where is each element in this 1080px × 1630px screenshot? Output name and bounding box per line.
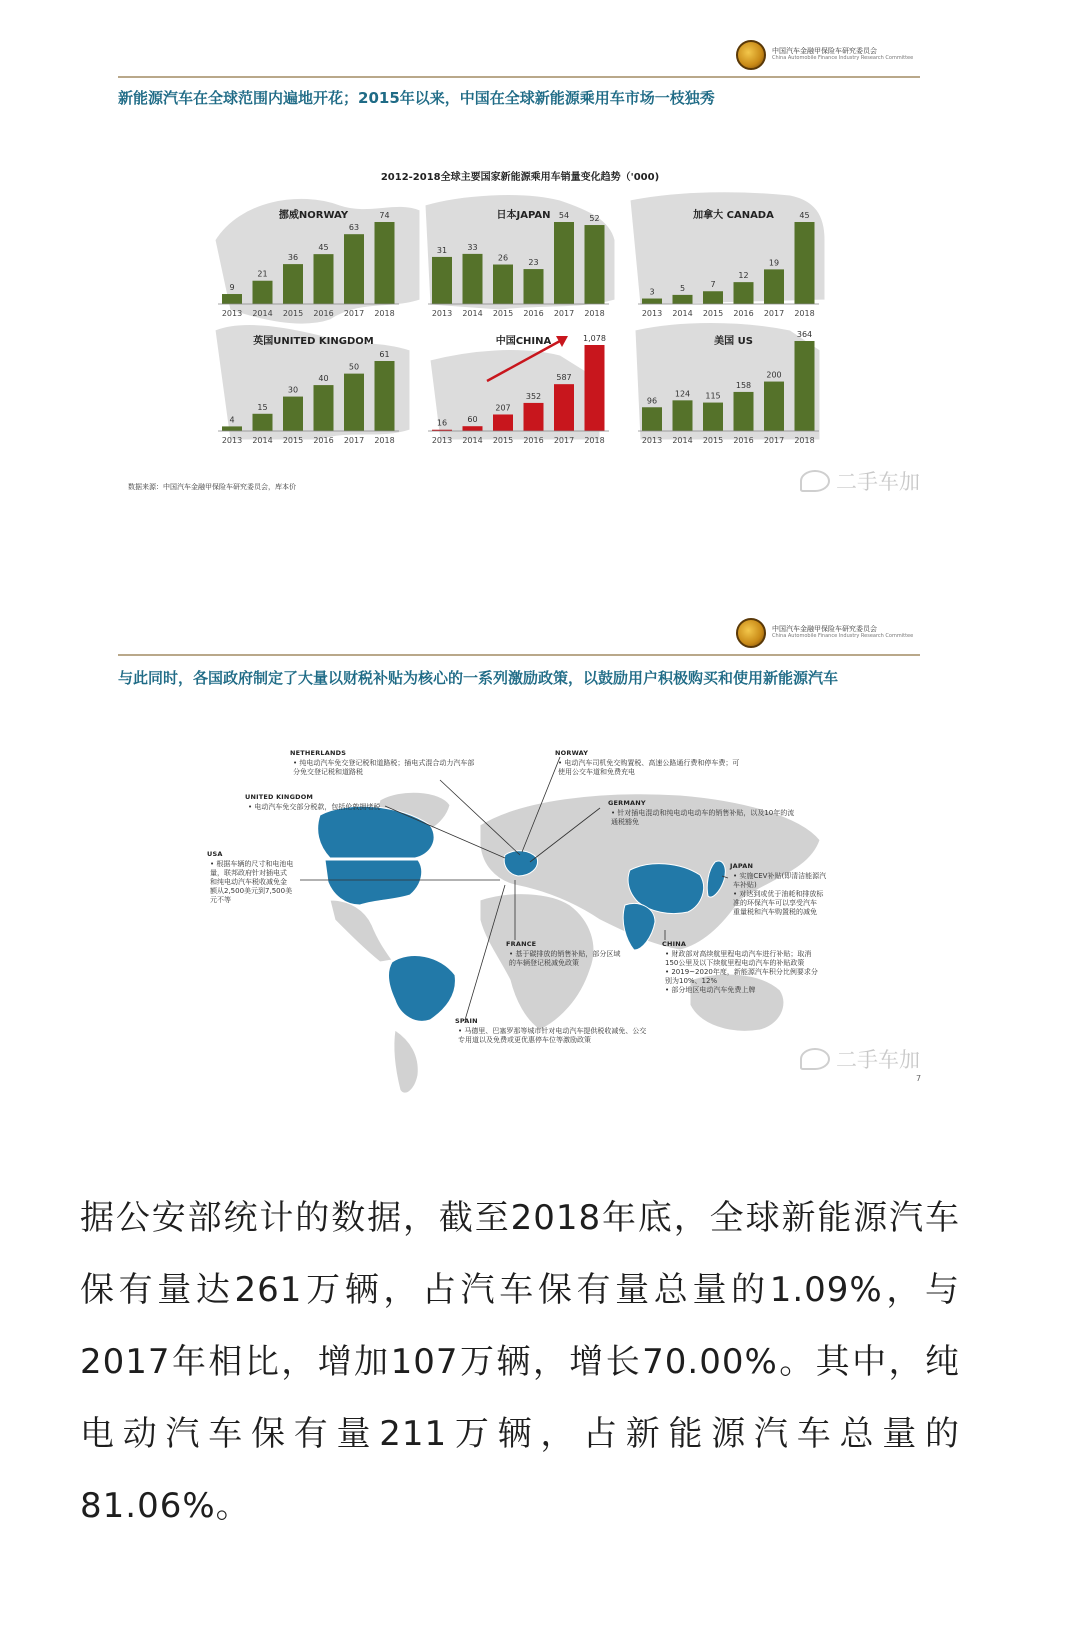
page-number: 7: [916, 1074, 922, 1083]
bar: [222, 294, 242, 304]
x-tick-label: 2016: [313, 436, 334, 445]
slide-ev-sales: [0, 0, 1080, 560]
panel-title: 英国UNITED KINGDOM: [253, 336, 374, 347]
bar-value-label: 1,078: [583, 334, 606, 343]
bar-value-label: 60: [467, 415, 478, 425]
bar: [375, 222, 395, 304]
callout-netherlands-title: NETHERLANDS: [290, 749, 347, 757]
callout-line: 的车辆登记税减免政策: [509, 959, 579, 967]
bar: [554, 222, 574, 304]
callout-line: 准的环保汽车可以享受汽车: [733, 899, 817, 907]
callout-line: 和纯电动汽车税收减免金: [210, 878, 287, 886]
callout-germany-title: GERMANY: [608, 799, 646, 807]
callout-china-title: CHINA: [662, 940, 687, 948]
bar: [493, 414, 513, 431]
callout-line: 元不等: [210, 896, 231, 904]
x-tick-label: 2017: [343, 436, 365, 445]
bar: [764, 382, 784, 431]
x-tick-label: 2016: [523, 436, 544, 445]
bar: [344, 374, 364, 431]
x-tick-label: 2013: [641, 436, 663, 445]
bar: [673, 400, 693, 431]
bar: [734, 282, 754, 304]
slide1-headline: 新能源汽车在全球范围内遍地开花；2015年以来，中国在全球新能源乘用车市场一枝独秀: [118, 89, 715, 107]
bar: [432, 257, 452, 304]
panel-title: 加拿大 CANADA: [693, 210, 774, 221]
x-tick-label: 2018: [794, 436, 815, 445]
x-tick-label: 2017: [553, 436, 575, 445]
bar: [463, 254, 483, 304]
bar-value-label: 36: [287, 253, 299, 263]
panel-title: 中国CHINA: [495, 336, 552, 347]
x-tick-label: 2016: [733, 436, 754, 445]
callout-line: • 财政部对高续航里程电动汽车进行补贴；取消: [665, 950, 812, 958]
callout-line: • 2019~2020年度，新能源汽车积分比例要求分: [665, 968, 818, 976]
x-tick-label: 2018: [584, 309, 605, 318]
callout-norway-title: NORWAY: [555, 749, 589, 757]
callout-line: • 电动汽车司机免交购置税、高速公路通行费和停车费；可: [558, 759, 740, 767]
callout-usa-title: USA: [207, 850, 223, 858]
callout-france-body: [509, 950, 620, 968]
bar-value-label: 16: [436, 418, 448, 428]
x-tick-label: 2015: [282, 436, 304, 445]
callout-uk-title: UNITED KINGDOM: [245, 793, 314, 801]
callout-japan-body: [733, 872, 826, 917]
x-tick-label: 2017: [553, 309, 575, 318]
article-paragraph: 据公安部统计的数据，截至2018年底，全球新能源汽车保有量达261万辆，占汽车保有量总量的1.09%，与2017年相比，增加107万辆，增长70.00%。其中，纯电动汽车保有量211万辆，占新能源汽车总量的81.06%。: [80, 1198, 960, 1526]
bar-value-label: 9: [229, 283, 235, 293]
bar-value-label: 19: [768, 258, 780, 268]
bar: [642, 407, 662, 431]
watermark-text: 二手车加: [836, 1048, 920, 1072]
data-source-note: 数据来源：中国汽车金融甲保险车研究委员会，库本价: [128, 483, 296, 491]
callout-china-body: [665, 950, 818, 995]
callout-line: 专用道以及免费或更优惠停车位等激励政策: [458, 1036, 591, 1044]
bar-value-label: 124: [674, 389, 691, 399]
panel-title: 挪威NORWAY: [278, 210, 349, 221]
bar: [795, 222, 815, 304]
logo-en-text: China Automobile Finance Industry Research Committee: [772, 633, 914, 640]
bar-value-label: 74: [379, 211, 390, 220]
callout-line: • 纯电动汽车免交登记税和道路税；插电式混合动力汽车部: [293, 759, 475, 767]
bar-value-label: 40: [318, 374, 329, 384]
callout-line: 使用公交车道和免费充电: [558, 768, 635, 776]
bar-value-label: 23: [528, 258, 539, 268]
bar-value-label: 52: [589, 214, 600, 224]
logo-cn-text: 中国汽车金融甲保险车研究委员会: [772, 625, 877, 634]
bar: [524, 269, 544, 304]
x-tick-label: 2016: [733, 309, 754, 318]
callout-uk-body: [248, 803, 380, 812]
panel-title: 美国 US: [714, 336, 753, 347]
callout-line: 重量税和汽车购置税的减免: [733, 908, 817, 916]
bar-value-label: 115: [705, 391, 721, 401]
bar: [554, 384, 574, 431]
callout-norway-body: [558, 759, 739, 777]
x-tick-label: 2014: [252, 309, 273, 318]
bar-value-label: 352: [525, 391, 542, 401]
bar-value-label: 45: [318, 243, 329, 253]
callout-line: • 电动汽车免交部分税款，包括伦敦拥堵税: [248, 803, 381, 811]
bar-value-label: 12: [738, 271, 749, 281]
bar: [314, 254, 334, 304]
x-tick-label: 2017: [763, 309, 785, 318]
bar-value-label: 4: [229, 415, 235, 425]
x-tick-label: 2018: [584, 436, 605, 445]
bar: [314, 385, 334, 431]
callout-line: • 马德里、巴塞罗那等城市针对电动汽车提供税收减免、公交: [458, 1027, 647, 1035]
bar: [703, 291, 723, 304]
bar: [703, 403, 723, 431]
x-tick-label: 2018: [794, 309, 815, 318]
x-tick-label: 2015: [492, 436, 514, 445]
callout-spain-title: SPAIN: [455, 1017, 478, 1025]
slide2-headline: 与此同时，各国政府制定了大量以财税补贴为核心的一系列激励政策，以鼓励用户积极购买和使用新能源汽车: [118, 669, 839, 687]
bar: [375, 361, 395, 431]
bar-value-label: 5: [679, 283, 686, 293]
bar-value-label: 50: [348, 362, 360, 372]
x-tick-label: 2013: [431, 309, 453, 318]
bar-value-label: 158: [735, 380, 752, 390]
callout-line: 150公里及以下续航里程电动汽车的补贴政策: [665, 959, 805, 967]
callout-line: 通税豁免: [611, 818, 639, 826]
bar-value-label: 364: [796, 330, 813, 339]
bar-value-label: 200: [766, 370, 782, 380]
bar: [764, 269, 784, 304]
bar: [222, 426, 242, 431]
bar: [585, 345, 605, 431]
bar-value-label: 30: [287, 385, 299, 395]
bar: [734, 392, 754, 431]
x-tick-label: 2016: [313, 309, 334, 318]
bar: [642, 299, 662, 304]
watermark: [800, 466, 920, 496]
bar-value-label: 33: [467, 242, 478, 252]
watermark-text: 二手车加: [836, 470, 920, 494]
watermark: [800, 1044, 920, 1074]
bar: [283, 397, 303, 431]
bar-value-label: 207: [495, 403, 511, 413]
x-tick-label: 2014: [252, 436, 273, 445]
wechat-icon: [800, 470, 830, 492]
bar-value-label: 3: [649, 287, 655, 297]
x-tick-label: 2018: [374, 309, 395, 318]
x-tick-label: 2015: [702, 309, 724, 318]
bar: [253, 281, 273, 304]
growth-arrow-line: [487, 341, 560, 381]
x-tick-label: 2014: [462, 309, 483, 318]
bar: [673, 295, 693, 304]
bar: [463, 426, 483, 431]
x-tick-label: 2016: [523, 309, 544, 318]
bar: [253, 414, 273, 431]
callout-usa-body: [210, 860, 293, 905]
chart-title: 2012-2018全球主要国家新能源乘用车销量变化趋势（'000): [380, 172, 660, 183]
bar-value-label: 63: [348, 223, 360, 233]
callout-line: • 根据车辆的尺寸和电池电: [210, 860, 294, 868]
bar: [344, 234, 364, 304]
callout-line: 别为10%、12%: [665, 977, 718, 985]
callout-line: • 基于碳排放的销售补贴，部分区域: [509, 950, 621, 958]
x-tick-label: 2018: [374, 436, 395, 445]
bar-value-label: 7: [710, 280, 716, 290]
panel-title: 日本JAPAN: [496, 210, 551, 221]
slide-policies: [0, 600, 1080, 1120]
bar-value-label: 61: [379, 350, 390, 359]
bar-value-label: 15: [257, 402, 268, 412]
x-tick-label: 2015: [282, 309, 304, 318]
x-tick-label: 2014: [672, 309, 693, 318]
bar-value-label: 54: [558, 211, 570, 220]
bar: [524, 403, 544, 431]
bar-value-label: 45: [799, 211, 810, 220]
callout-france-title: FRANCE: [506, 940, 537, 948]
x-tick-label: 2014: [672, 436, 693, 445]
callout-line: • 实施CEV补贴(即清洁能源汽: [733, 872, 827, 880]
bar-value-label: 96: [646, 396, 658, 406]
wechat-icon: [800, 1048, 830, 1070]
x-tick-label: 2013: [641, 309, 663, 318]
callout-spain-body: [458, 1027, 646, 1045]
x-tick-label: 2015: [702, 436, 724, 445]
x-tick-label: 2015: [492, 309, 514, 318]
callout-line: 量，联邦政府针对插电式: [210, 869, 287, 877]
bar-value-label: 587: [556, 373, 572, 383]
callout-line: 额从2,500美元到7,500美: [210, 887, 293, 895]
callout-netherlands-body: [293, 759, 474, 777]
callout-line: 车补贴): [733, 881, 757, 889]
x-tick-label: 2017: [763, 436, 785, 445]
callout-line: • 对达到或优于油耗和排放标: [733, 890, 824, 898]
callout-germany-body: [611, 809, 794, 827]
logo-en-text: China Automobile Finance Industry Research Committee: [772, 55, 914, 62]
x-tick-label: 2014: [462, 436, 483, 445]
callout-line: 分免交登记税和道路税: [293, 768, 363, 776]
bar: [283, 264, 303, 304]
callout-japan-title: JAPAN: [730, 862, 754, 870]
bar-value-label: 21: [257, 269, 268, 279]
x-tick-label: 2017: [343, 309, 365, 318]
x-tick-label: 2013: [431, 436, 453, 445]
callout-line: • 针对插电混动和纯电动电动车的销售补贴，以及10年的流: [611, 809, 795, 817]
callout-line: • 部分地区电动汽车免费上牌: [665, 986, 756, 994]
bar: [795, 341, 815, 431]
x-tick-label: 2013: [221, 309, 243, 318]
bar: [585, 225, 605, 304]
logo-cn-text: 中国汽车金融甲保险车研究委员会: [772, 47, 877, 56]
bar-value-label: 26: [497, 253, 509, 263]
bar: [493, 265, 513, 304]
bar-value-label: 31: [436, 245, 448, 255]
x-tick-label: 2013: [221, 436, 243, 445]
